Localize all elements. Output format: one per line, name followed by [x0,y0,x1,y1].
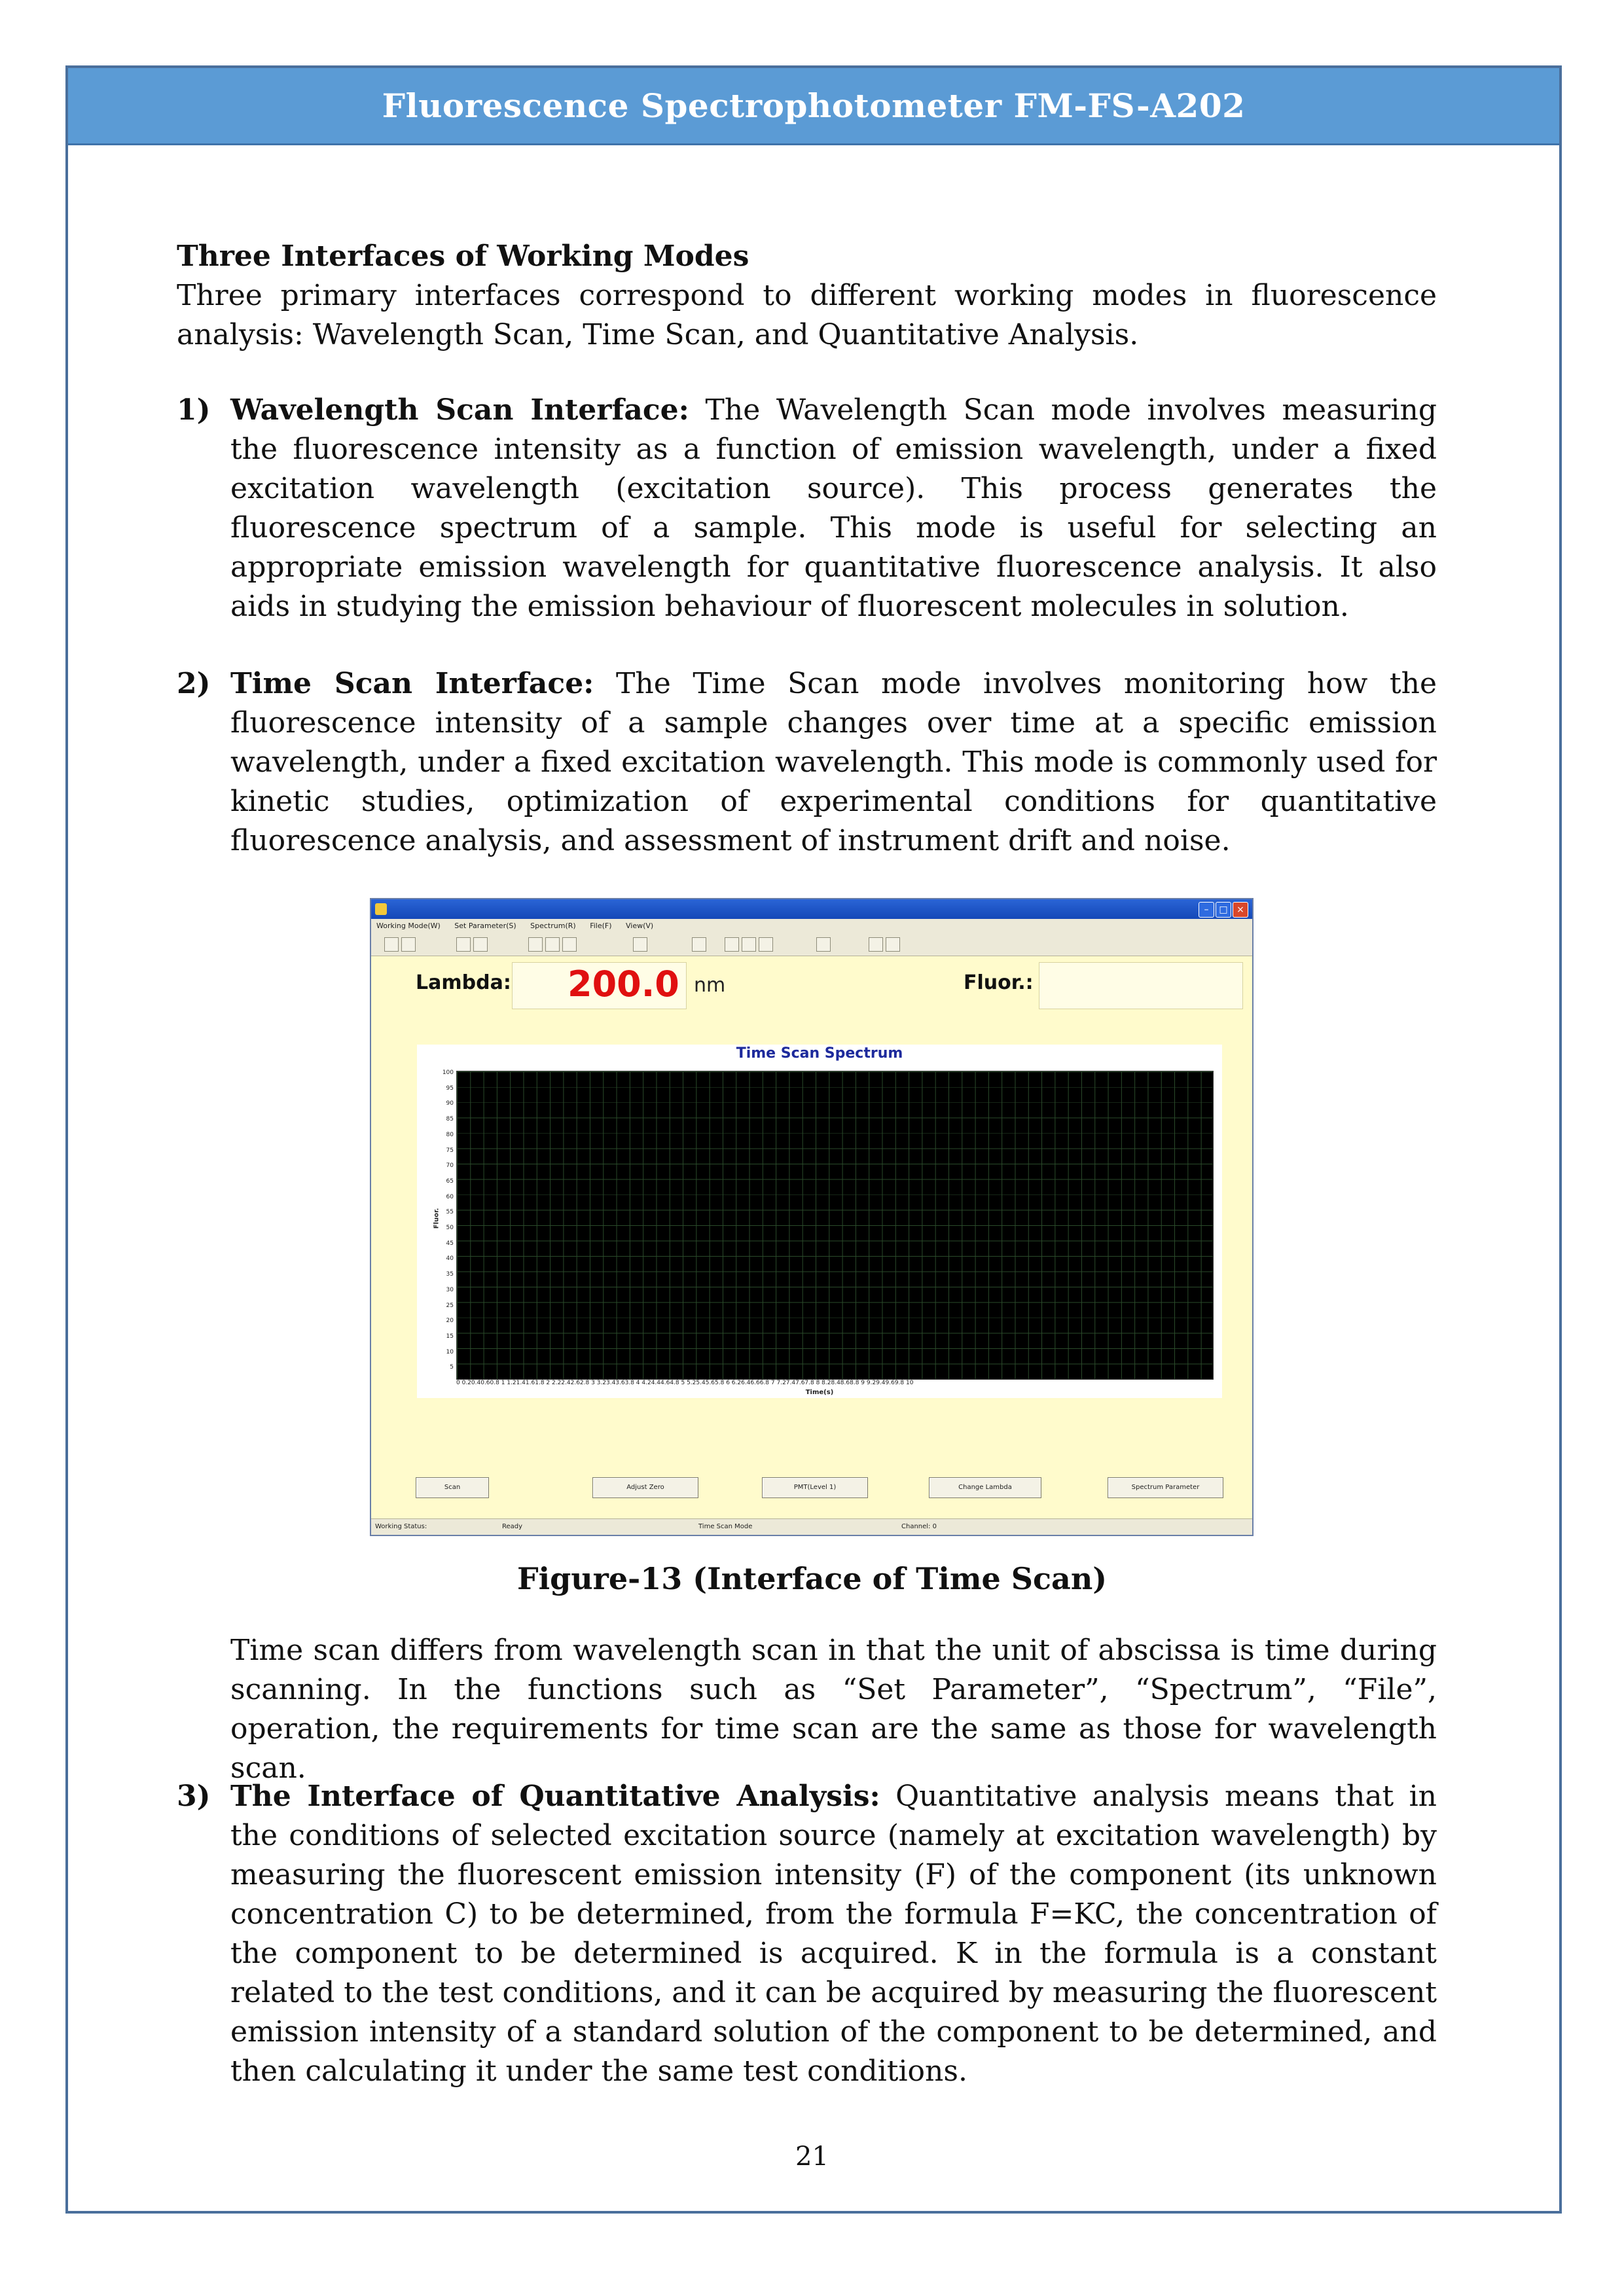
minimize-icon[interactable]: – [1199,902,1214,918]
y-tick-label: 60 [446,1193,454,1200]
y-tick-label: 55 [446,1209,454,1216]
plot-panel [417,1045,1222,1398]
y-tick-label: 25 [446,1302,454,1309]
page-number: 21 [795,2142,829,2172]
app-icon [375,903,387,915]
pmt-button[interactable]: PMT(Level 1) [762,1477,868,1498]
list-item-quantitative-analysis [177,1777,1437,2091]
item-text: The Wavelength Scan mode involves measuring the fluorescence intensity as a function of emission wavelength, under a fixed excitation wavelength (excitation source). This process generates the fluorescence spectrum of a sample. This mode is useful for selecting an appropriate emission wavelength for quantitative fluorescence analysis. It also aids in studying the emission behaviour of fluorescent molecules in solution. [230,393,1437,623]
menu-working-mode[interactable]: Working Mode(W) [376,922,441,930]
menu-view[interactable]: View(V) [626,922,654,930]
x-axis-label: Time(s) [805,1389,834,1396]
header-title: Fluorescence Spectrophotometer FM-FS-A202 [382,86,1246,125]
y-tick-label: 70 [446,1162,454,1170]
after-figure-paragraph: Time scan differs from wavelength scan in that the unit of abscissa is time during scanning. In the functions such as “Set Parameter”, “Spectrum”, “File”, operation, the requirements for time scan are the same as those for wavelength scan. [230,1634,1437,1785]
y-axis-ticks [438,1069,455,1380]
item-text: The Time Scan mode involves monitoring how the fluorescence intensity of a sample changes over time at a specific emission wavelength, under a fixed excitation wavelength. This mode is commonly used for kinetic studies, optimization of experimental conditions for quantitative fluorescence analysis, and assessment of instrument drift and noise. [230,667,1437,857]
item-text: Quantitative analysis means that in the conditions of selected excitation source (namely at excitation wavelength) by measuring the fluorescent emission intensity (F) of the component (its unknown concentration C) to be determined, from the formula F=KC, the concentration of the component to be determined is acquired. K in the formula is a constant related to the test conditions, and it can be acquired by measuring the fluorescent emission intensity of a standard solution of the component to be determined, and then calculating it under the same test conditions. [230,1780,1437,2088]
status-bar [371,1518,1252,1535]
y-tick-label: 100 [442,1069,454,1076]
lambda-value: 200.0 [568,963,679,1005]
status-channel: Channel: 0 [901,1523,937,1530]
page-header [68,68,1559,145]
scan-button[interactable]: Scan [416,1477,489,1498]
book-icon[interactable] [869,937,883,952]
button-row [371,1477,1252,1499]
y-tick-label: 5 [450,1364,454,1371]
close-icon[interactable]: × [1233,902,1248,918]
window-titlebar [371,899,1252,919]
item-number: 2) [177,667,211,700]
y-tick-label: 15 [446,1333,454,1340]
intro-paragraph: Three primary interfaces correspond to different working modes in fluorescence analysis: Wavelength Scan, Time Scan, and Quantitative Analysis. [177,279,1437,351]
help-icon[interactable] [456,937,471,952]
save-icon[interactable] [401,937,416,952]
lambda-unit: nm [694,974,726,997]
copy-icon[interactable] [545,937,560,952]
print-preview-icon[interactable] [562,937,577,952]
menu-bar [371,919,1252,933]
y-tick-label: 45 [446,1240,454,1247]
status-label: Working Status: [375,1523,427,1530]
list-item-wavelength-scan [177,391,1437,626]
exit-icon[interactable] [886,937,900,952]
y-tick-label: 40 [446,1255,454,1263]
printer-icon[interactable] [816,937,831,952]
list-item-time-scan [177,664,1437,861]
item-number: 3) [177,1780,211,1813]
fluor-display [1039,962,1243,1009]
y-tick-label: 90 [446,1100,454,1107]
chart-bars3-icon[interactable] [759,937,773,952]
y-tick-label: 20 [446,1318,454,1325]
zoom-icon[interactable] [633,937,647,952]
menu-spectrum[interactable]: Spectrum(R) [530,922,576,930]
section-heading: Three Interfaces of Working Modes [177,240,749,273]
y-tick-label: 35 [446,1271,454,1278]
y-tick-label: 30 [446,1286,454,1293]
menu-set-parameter[interactable]: Set Parameter(S) [454,922,516,930]
figure-caption: Figure-13 (Interface of Time Scan) [516,1561,1108,1596]
y-axis-label: Fluor. [433,1208,441,1229]
fluor-label: Fluor.: [964,971,1034,994]
y-tick-label: 75 [446,1147,454,1154]
open-icon[interactable] [384,937,399,952]
adjust-zero-button[interactable]: Adjust Zero [592,1477,698,1498]
item-label: Time Scan Interface: [230,667,594,700]
chart-bars-icon[interactable] [725,937,739,952]
time-scan-screenshot [370,898,1254,1536]
y-tick-label: 80 [446,1131,454,1138]
maximize-icon[interactable]: □ [1216,902,1231,918]
chart-bars2-icon[interactable] [742,937,756,952]
y-tick-label: 10 [446,1348,454,1355]
y-tick-label: 95 [446,1085,454,1092]
lambda-label: Lambda: [416,971,511,994]
x-axis-ticks: 0 0.20.40.60.8 1 1.21.41.61.8 2 2.22.42.62.8 3 3.23.43.63.8 4 4.24.44.64.8 5 5.25.45.65.8 6 6.26.46.66.8 7 7.27.47.67.8 8 8.28.48.68.8 9 9.29.49.69.8 10 [456,1380,914,1386]
toolbar [371,933,1252,956]
menu-file[interactable]: File(F) [590,922,612,930]
change-lambda-button[interactable]: Change Lambda [929,1477,1041,1498]
plot-area[interactable] [456,1071,1214,1380]
chart-icon[interactable] [692,937,706,952]
status-value: Ready [502,1523,523,1530]
run-icon[interactable] [473,937,488,952]
status-mode: Time Scan Mode [698,1523,753,1530]
y-tick-label: 85 [446,1116,454,1123]
y-tick-label: 65 [446,1177,454,1185]
item-label: The Interface of Quantitative Analysis: [230,1780,880,1813]
y-tick-label: 50 [446,1225,454,1231]
intro-section [177,237,1437,355]
plot-title: Time Scan Spectrum [736,1045,903,1062]
table-icon[interactable] [528,937,543,952]
item-number: 1) [177,393,211,427]
item-label: Wavelength Scan Interface: [230,393,689,427]
spectrum-parameter-button[interactable]: Spectrum Parameter [1108,1477,1223,1498]
